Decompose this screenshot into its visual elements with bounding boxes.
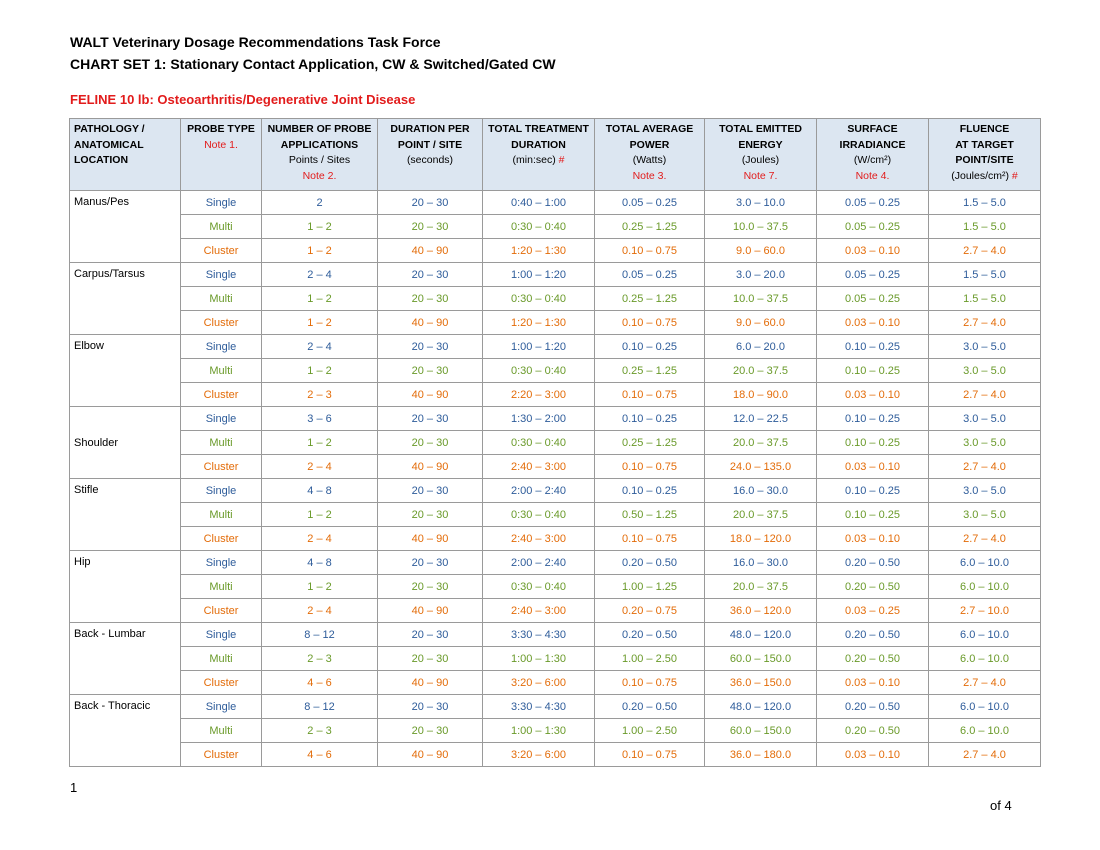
surface-irradiance-cell: 0.20 – 0.50 — [817, 647, 929, 671]
emitted-energy-cell: 60.0 – 150.0 — [705, 647, 817, 671]
surface-irradiance-cell: 0.03 – 0.25 — [817, 599, 929, 623]
surface-irradiance-cell: 0.03 – 0.10 — [817, 455, 929, 479]
header-subtext: (Joules/cm²) — [951, 169, 1009, 182]
average-power-cell: 0.25 – 1.25 — [595, 287, 705, 311]
probe-type-cell: Single — [181, 407, 262, 431]
duration-per-site-cell: 20 – 30 — [378, 551, 483, 575]
surface-irradiance-cell: 0.10 – 0.25 — [817, 479, 929, 503]
fluence-cell: 3.0 – 5.0 — [929, 359, 1041, 383]
average-power-cell: 0.10 – 0.25 — [595, 335, 705, 359]
average-power-cell: 0.25 – 1.25 — [595, 215, 705, 239]
total-duration-cell: 1:30 – 2:00 — [483, 407, 595, 431]
table-row — [70, 239, 1041, 263]
duration-per-site-cell: 40 – 90 — [378, 671, 483, 695]
surface-irradiance-cell: 0.20 – 0.50 — [817, 575, 929, 599]
header-subtext: (seconds) — [406, 154, 454, 166]
header-subtext: Points / Sites — [288, 154, 351, 166]
header-text: FLUENCE — [959, 123, 1010, 135]
probe-applications-cell: 8 – 12 — [262, 695, 378, 719]
probe-applications-cell: 4 – 6 — [262, 743, 378, 767]
header-note: Note 3. — [632, 169, 667, 182]
probe-type-cell: Multi — [181, 647, 262, 671]
total-duration-cell: 1:00 – 1:20 — [483, 335, 595, 359]
duration-per-site-cell: 20 – 30 — [378, 287, 483, 311]
average-power-cell: 1.00 – 1.25 — [595, 575, 705, 599]
duration-per-site-cell: 20 – 30 — [378, 431, 483, 455]
fluence-cell: 2.7 – 4.0 — [929, 239, 1041, 263]
total-duration-cell: 2:40 – 3:00 — [483, 599, 595, 623]
total-duration-cell: 1:00 – 1:30 — [483, 719, 595, 743]
probe-applications-cell: 4 – 6 — [262, 671, 378, 695]
table-row — [70, 695, 1041, 719]
average-power-cell: 0.10 – 0.75 — [595, 527, 705, 551]
header-note: Note 7. — [743, 169, 778, 182]
location-cell: Stifle — [70, 479, 181, 551]
header-text: POINT / SITE — [397, 138, 463, 151]
duration-per-site-cell: 40 – 90 — [378, 383, 483, 407]
emitted-energy-cell: 20.0 – 37.5 — [705, 359, 817, 383]
emitted-energy-cell: 9.0 – 60.0 — [705, 311, 817, 335]
surface-irradiance-cell: 0.20 – 0.50 — [817, 623, 929, 647]
average-power-cell: 0.10 – 0.75 — [595, 743, 705, 767]
fluence-cell: 3.0 – 5.0 — [929, 503, 1041, 527]
table-row — [70, 647, 1041, 671]
header-surface-irradiance — [817, 119, 929, 191]
total-duration-cell: 3:30 – 4:30 — [483, 695, 595, 719]
emitted-energy-cell: 36.0 – 150.0 — [705, 671, 817, 695]
fluence-cell: 6.0 – 10.0 — [929, 719, 1041, 743]
header-subtext: (Watts) — [632, 154, 667, 166]
probe-applications-cell: 2 – 4 — [262, 455, 378, 479]
header-text: APPLICATIONS — [280, 138, 359, 151]
probe-type-cell: Single — [181, 263, 262, 287]
surface-irradiance-cell: 0.10 – 0.25 — [817, 503, 929, 527]
location-cell: Shoulder — [70, 407, 181, 479]
header-text: DURATION PER — [390, 123, 470, 135]
surface-irradiance-cell: 0.10 – 0.25 — [817, 431, 929, 455]
total-duration-cell: 3:20 – 6:00 — [483, 671, 595, 695]
header-duration — [378, 119, 483, 191]
probe-type-cell: Cluster — [181, 383, 262, 407]
table-row — [70, 743, 1041, 767]
surface-irradiance-cell: 0.05 – 0.25 — [817, 263, 929, 287]
average-power-cell: 0.25 – 1.25 — [595, 431, 705, 455]
table-row — [70, 455, 1041, 479]
location-cell: Back - Lumbar — [70, 623, 181, 695]
header-total-duration — [483, 119, 595, 191]
header-probe-type — [181, 119, 262, 191]
probe-type-cell: Multi — [181, 359, 262, 383]
duration-per-site-cell: 40 – 90 — [378, 311, 483, 335]
header-text: POINT/SITE — [955, 154, 1014, 166]
total-duration-cell: 2:40 – 3:00 — [483, 455, 595, 479]
total-duration-cell: 2:20 – 3:00 — [483, 383, 595, 407]
emitted-energy-cell: 6.0 – 20.0 — [705, 335, 817, 359]
average-power-cell: 0.50 – 1.25 — [595, 503, 705, 527]
probe-type-cell: Cluster — [181, 527, 262, 551]
average-power-cell: 0.20 – 0.50 — [595, 551, 705, 575]
document-title: WALT Veterinary Dosage Recommendations Task Force — [70, 34, 441, 50]
total-duration-cell: 3:20 – 6:00 — [483, 743, 595, 767]
probe-applications-cell: 4 – 8 — [262, 479, 378, 503]
table-row — [70, 527, 1041, 551]
fluence-cell: 3.0 – 5.0 — [929, 335, 1041, 359]
surface-irradiance-cell: 0.10 – 0.25 — [817, 359, 929, 383]
fluence-cell: 6.0 – 10.0 — [929, 551, 1041, 575]
probe-applications-cell: 2 – 3 — [262, 647, 378, 671]
duration-per-site-cell: 20 – 30 — [378, 719, 483, 743]
fluence-cell: 6.0 – 10.0 — [929, 623, 1041, 647]
probe-applications-cell: 1 – 2 — [262, 215, 378, 239]
total-duration-cell: 1:20 – 1:30 — [483, 311, 595, 335]
probe-type-cell: Multi — [181, 215, 262, 239]
duration-per-site-cell: 40 – 90 — [378, 599, 483, 623]
header-text: ANATOMICAL — [74, 138, 144, 151]
emitted-energy-cell: 3.0 – 10.0 — [705, 191, 817, 215]
probe-type-cell: Single — [181, 479, 262, 503]
fluence-cell: 1.5 – 5.0 — [929, 263, 1041, 287]
table-row — [70, 431, 1041, 455]
probe-applications-cell: 1 – 2 — [262, 239, 378, 263]
section-subtitle: FELINE 10 lb: Osteoarthritis/Degenerative Joint Disease — [70, 92, 416, 107]
emitted-energy-cell: 12.0 – 22.5 — [705, 407, 817, 431]
table-row — [70, 719, 1041, 743]
duration-per-site-cell: 20 – 30 — [378, 407, 483, 431]
average-power-cell: 0.10 – 0.75 — [595, 311, 705, 335]
header-mark: # — [1011, 169, 1018, 182]
total-duration-cell: 1:00 – 1:20 — [483, 263, 595, 287]
surface-irradiance-cell: 0.03 – 0.10 — [817, 383, 929, 407]
probe-type-cell: Single — [181, 623, 262, 647]
location-cell: Elbow — [70, 335, 181, 407]
surface-irradiance-cell: 0.03 – 0.10 — [817, 239, 929, 263]
average-power-cell: 0.10 – 0.75 — [595, 455, 705, 479]
header-fluence — [929, 119, 1041, 191]
average-power-cell: 0.05 – 0.25 — [595, 191, 705, 215]
emitted-energy-cell: 36.0 – 180.0 — [705, 743, 817, 767]
probe-type-cell: Cluster — [181, 743, 262, 767]
probe-type-cell: Single — [181, 191, 262, 215]
header-subtext: (min:sec) — [512, 154, 556, 166]
duration-per-site-cell: 20 – 30 — [378, 647, 483, 671]
table-row — [70, 671, 1041, 695]
surface-irradiance-cell: 0.05 – 0.25 — [817, 215, 929, 239]
probe-type-cell: Single — [181, 335, 262, 359]
probe-applications-cell: 2 – 4 — [262, 263, 378, 287]
emitted-energy-cell: 20.0 – 37.5 — [705, 431, 817, 455]
duration-per-site-cell: 40 – 90 — [378, 239, 483, 263]
duration-per-site-cell: 40 – 90 — [378, 527, 483, 551]
probe-applications-cell: 1 – 2 — [262, 431, 378, 455]
header-text: IRRADIANCE — [839, 138, 906, 151]
total-duration-cell: 0:40 – 1:00 — [483, 191, 595, 215]
probe-applications-cell: 2 – 4 — [262, 527, 378, 551]
fluence-cell: 2.7 – 4.0 — [929, 311, 1041, 335]
emitted-energy-cell: 10.0 – 37.5 — [705, 287, 817, 311]
fluence-cell: 2.7 – 10.0 — [929, 599, 1041, 623]
duration-per-site-cell: 20 – 30 — [378, 215, 483, 239]
probe-applications-cell: 2 – 4 — [262, 335, 378, 359]
duration-per-site-cell: 20 – 30 — [378, 479, 483, 503]
header-text: ENERGY — [738, 138, 783, 151]
fluence-cell: 6.0 – 10.0 — [929, 695, 1041, 719]
table-row — [70, 311, 1041, 335]
total-duration-cell: 0:30 – 0:40 — [483, 503, 595, 527]
table-row — [70, 551, 1041, 575]
probe-type-cell: Multi — [181, 719, 262, 743]
probe-type-cell: Cluster — [181, 671, 262, 695]
duration-per-site-cell: 20 – 30 — [378, 623, 483, 647]
emitted-energy-cell: 24.0 – 135.0 — [705, 455, 817, 479]
fluence-cell: 2.7 – 4.0 — [929, 455, 1041, 479]
surface-irradiance-cell: 0.10 – 0.25 — [817, 335, 929, 359]
emitted-energy-cell: 18.0 – 90.0 — [705, 383, 817, 407]
dosage-table — [69, 118, 1041, 767]
total-duration-cell: 2:00 – 2:40 — [483, 551, 595, 575]
average-power-cell: 0.20 – 0.75 — [595, 599, 705, 623]
probe-applications-cell: 2 — [262, 191, 378, 215]
average-power-cell: 0.25 – 1.25 — [595, 359, 705, 383]
emitted-energy-cell: 10.0 – 37.5 — [705, 215, 817, 239]
emitted-energy-cell: 60.0 – 150.0 — [705, 719, 817, 743]
duration-per-site-cell: 40 – 90 — [378, 743, 483, 767]
surface-irradiance-cell: 0.10 – 0.25 — [817, 407, 929, 431]
probe-type-cell: Cluster — [181, 239, 262, 263]
table-row — [70, 191, 1041, 215]
table-row — [70, 407, 1041, 431]
emitted-energy-cell: 48.0 – 120.0 — [705, 623, 817, 647]
probe-applications-cell: 3 – 6 — [262, 407, 378, 431]
probe-type-cell: Multi — [181, 503, 262, 527]
table-header-row — [70, 119, 1041, 191]
emitted-energy-cell: 20.0 – 37.5 — [705, 503, 817, 527]
header-text: DURATION — [511, 138, 566, 151]
probe-applications-cell: 1 – 2 — [262, 359, 378, 383]
probe-type-cell: Cluster — [181, 599, 262, 623]
probe-type-cell: Multi — [181, 575, 262, 599]
header-note: Note 1. — [204, 138, 238, 151]
fluence-cell: 6.0 – 10.0 — [929, 647, 1041, 671]
probe-applications-cell: 1 – 2 — [262, 287, 378, 311]
duration-per-site-cell: 20 – 30 — [378, 335, 483, 359]
header-note: Note 2. — [302, 169, 337, 182]
fluence-cell: 1.5 – 5.0 — [929, 287, 1041, 311]
location-cell: Carpus/Tarsus — [70, 263, 181, 335]
chart-set-title: CHART SET 1: Stationary Contact Application, CW & Switched/Gated CW — [70, 56, 556, 72]
header-subtext: (W/cm²) — [853, 154, 892, 166]
probe-type-cell: Cluster — [181, 311, 262, 335]
total-duration-cell: 0:30 – 0:40 — [483, 215, 595, 239]
header-text: AT TARGET — [955, 138, 1014, 151]
header-subtext: (Joules) — [741, 154, 780, 166]
header-text: TOTAL TREATMENT — [488, 123, 589, 135]
average-power-cell: 0.10 – 0.25 — [595, 479, 705, 503]
average-power-cell: 1.00 – 2.50 — [595, 719, 705, 743]
fluence-cell: 6.0 – 10.0 — [929, 575, 1041, 599]
table-row — [70, 599, 1041, 623]
probe-type-cell: Single — [181, 695, 262, 719]
header-note: Note 4. — [855, 169, 890, 182]
probe-applications-cell: 1 – 2 — [262, 575, 378, 599]
probe-applications-cell: 2 – 4 — [262, 599, 378, 623]
header-num-applications — [262, 119, 378, 191]
total-duration-cell: 0:30 – 0:40 — [483, 575, 595, 599]
header-text: NUMBER OF PROBE — [267, 123, 372, 135]
duration-per-site-cell: 20 – 30 — [378, 695, 483, 719]
header-text: TOTAL AVERAGE — [605, 123, 694, 135]
fluence-cell: 1.5 – 5.0 — [929, 215, 1041, 239]
table-row — [70, 479, 1041, 503]
header-text: POWER — [629, 138, 670, 151]
fluence-cell: 2.7 – 4.0 — [929, 527, 1041, 551]
duration-per-site-cell: 20 – 30 — [378, 503, 483, 527]
table-row — [70, 575, 1041, 599]
table-row — [70, 335, 1041, 359]
average-power-cell: 1.00 – 2.50 — [595, 647, 705, 671]
header-text: PROBE TYPE — [187, 123, 255, 135]
location-cell: Hip — [70, 551, 181, 623]
average-power-cell: 0.10 – 0.25 — [595, 407, 705, 431]
emitted-energy-cell: 18.0 – 120.0 — [705, 527, 817, 551]
fluence-cell: 3.0 – 5.0 — [929, 407, 1041, 431]
probe-applications-cell: 4 – 8 — [262, 551, 378, 575]
surface-irradiance-cell: 0.03 – 0.10 — [817, 527, 929, 551]
fluence-cell: 3.0 – 5.0 — [929, 479, 1041, 503]
fluence-cell: 2.7 – 4.0 — [929, 671, 1041, 695]
header-subtext-line — [933, 169, 1036, 185]
average-power-cell: 0.20 – 0.50 — [595, 623, 705, 647]
average-power-cell: 0.10 – 0.75 — [595, 671, 705, 695]
header-pathology — [70, 119, 181, 191]
table-row — [70, 623, 1041, 647]
average-power-cell: 0.20 – 0.50 — [595, 695, 705, 719]
header-average-power — [595, 119, 705, 191]
emitted-energy-cell: 36.0 – 120.0 — [705, 599, 817, 623]
probe-applications-cell: 1 – 2 — [262, 503, 378, 527]
surface-irradiance-cell: 0.05 – 0.25 — [817, 191, 929, 215]
fluence-cell: 2.7 – 4.0 — [929, 743, 1041, 767]
probe-type-cell: Single — [181, 551, 262, 575]
duration-per-site-cell: 20 – 30 — [378, 263, 483, 287]
total-duration-cell: 0:30 – 0:40 — [483, 431, 595, 455]
table-row — [70, 503, 1041, 527]
surface-irradiance-cell: 0.03 – 0.10 — [817, 671, 929, 695]
total-duration-cell: 2:40 – 3:00 — [483, 527, 595, 551]
total-duration-cell: 0:30 – 0:40 — [483, 359, 595, 383]
total-duration-cell: 2:00 – 2:40 — [483, 479, 595, 503]
surface-irradiance-cell: 0.03 – 0.10 — [817, 743, 929, 767]
total-duration-cell: 1:20 – 1:30 — [483, 239, 595, 263]
probe-type-cell: Multi — [181, 431, 262, 455]
surface-irradiance-cell: 0.20 – 0.50 — [817, 551, 929, 575]
surface-irradiance-cell: 0.20 – 0.50 — [817, 719, 929, 743]
total-duration-cell: 0:30 – 0:40 — [483, 287, 595, 311]
emitted-energy-cell: 9.0 – 60.0 — [705, 239, 817, 263]
duration-per-site-cell: 20 – 30 — [378, 575, 483, 599]
probe-applications-cell: 2 – 3 — [262, 719, 378, 743]
header-text: TOTAL EMITTED — [719, 123, 802, 135]
page-number: 1 — [70, 780, 78, 795]
probe-type-cell: Multi — [181, 287, 262, 311]
probe-applications-cell: 1 – 2 — [262, 311, 378, 335]
fluence-cell: 1.5 – 5.0 — [929, 191, 1041, 215]
average-power-cell: 0.05 – 0.25 — [595, 263, 705, 287]
emitted-energy-cell: 20.0 – 37.5 — [705, 575, 817, 599]
duration-per-site-cell: 20 – 30 — [378, 359, 483, 383]
table-row — [70, 287, 1041, 311]
total-duration-cell: 3:30 – 4:30 — [483, 623, 595, 647]
emitted-energy-cell: 16.0 – 30.0 — [705, 551, 817, 575]
probe-applications-cell: 8 – 12 — [262, 623, 378, 647]
header-subtext-line — [487, 153, 590, 169]
table-row — [70, 215, 1041, 239]
page-total: of 4 — [990, 798, 1012, 813]
location-cell: Back - Thoracic — [70, 695, 181, 767]
table-row — [70, 359, 1041, 383]
surface-irradiance-cell: 0.20 – 0.50 — [817, 695, 929, 719]
probe-type-cell: Cluster — [181, 455, 262, 479]
emitted-energy-cell: 48.0 – 120.0 — [705, 695, 817, 719]
surface-irradiance-cell: 0.03 – 0.10 — [817, 311, 929, 335]
table-row — [70, 263, 1041, 287]
total-duration-cell: 1:00 – 1:30 — [483, 647, 595, 671]
emitted-energy-cell: 3.0 – 20.0 — [705, 263, 817, 287]
header-text: PATHOLOGY / — [74, 123, 145, 135]
duration-per-site-cell: 20 – 30 — [378, 191, 483, 215]
table-body — [70, 191, 1041, 767]
fluence-cell: 3.0 – 5.0 — [929, 431, 1041, 455]
average-power-cell: 0.10 – 0.75 — [595, 239, 705, 263]
fluence-cell: 2.7 – 4.0 — [929, 383, 1041, 407]
header-text: LOCATION — [74, 154, 129, 166]
header-emitted-energy — [705, 119, 817, 191]
average-power-cell: 0.10 – 0.75 — [595, 383, 705, 407]
table-row — [70, 383, 1041, 407]
surface-irradiance-cell: 0.05 – 0.25 — [817, 287, 929, 311]
header-text: SURFACE — [847, 123, 898, 135]
location-cell: Manus/Pes — [70, 191, 181, 263]
emitted-energy-cell: 16.0 – 30.0 — [705, 479, 817, 503]
header-mark: # — [558, 154, 565, 166]
probe-applications-cell: 2 – 3 — [262, 383, 378, 407]
duration-per-site-cell: 40 – 90 — [378, 455, 483, 479]
